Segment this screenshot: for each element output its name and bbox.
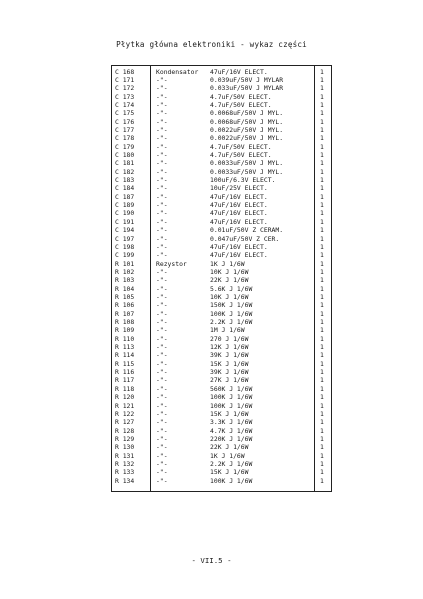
part-type: -"- — [156, 75, 168, 84]
part-qty: 1 — [320, 368, 324, 377]
table-row — [112, 209, 331, 217]
part-value: 0.0022uF/50V J MYL. — [210, 134, 284, 143]
part-qty: 1 — [320, 334, 324, 343]
table-row — [112, 460, 331, 468]
part-qty: 1 — [320, 117, 324, 126]
part-ref: C 184 — [115, 184, 135, 193]
part-type: -"- — [156, 468, 168, 477]
part-qty: 1 — [320, 109, 324, 118]
part-qty: 1 — [320, 326, 324, 335]
part-value: 10K J 1/6W — [210, 292, 249, 301]
part-type: Kondensator — [156, 67, 199, 76]
part-ref: R 109 — [115, 326, 135, 335]
part-ref: C 198 — [115, 242, 135, 251]
part-type: -"- — [156, 301, 168, 310]
table-row — [112, 251, 331, 259]
part-ref: C 182 — [115, 167, 135, 176]
parts-table — [111, 65, 332, 492]
part-value: 560K J 1/6W — [210, 384, 253, 393]
part-ref: R 132 — [115, 459, 135, 468]
table-row — [112, 276, 331, 284]
part-type: -"- — [156, 334, 168, 343]
part-qty: 1 — [320, 259, 324, 268]
part-qty: 1 — [320, 476, 324, 485]
part-value: 0.0033uF/50V J MYL. — [210, 167, 284, 176]
part-value: 100uF/6.3V ELECT. — [210, 176, 276, 185]
part-ref: C 178 — [115, 134, 135, 143]
part-ref: R 104 — [115, 284, 135, 293]
part-qty: 1 — [320, 401, 324, 410]
part-type: -"- — [156, 151, 168, 159]
part-value: 4.7uF/50V ELECT. — [210, 151, 272, 159]
part-value: 0.047uF/50V Z CER. — [210, 234, 280, 243]
part-value: 15K J 1/6W — [210, 359, 249, 368]
part-value: 270 J 1/6W — [210, 334, 249, 343]
table-row — [112, 168, 331, 176]
part-qty: 1 — [320, 92, 324, 101]
table-row — [112, 468, 331, 476]
part-qty: 1 — [320, 468, 324, 477]
table-row — [112, 76, 331, 84]
table-row — [112, 310, 331, 318]
part-value: 100K J 1/6W — [210, 476, 253, 485]
part-type: -"- — [156, 142, 168, 151]
part-value: 5.6K J 1/6W — [210, 284, 253, 293]
part-value: 22K J 1/6W — [210, 276, 249, 285]
part-ref: R 108 — [115, 318, 135, 326]
part-type: -"- — [156, 276, 168, 285]
table-row — [112, 376, 331, 384]
part-ref: C 177 — [115, 125, 135, 134]
part-value: 47uF/16V ELECT. — [210, 67, 268, 76]
part-qty: 1 — [320, 343, 324, 352]
table-row — [112, 243, 331, 251]
part-value: 4.7uF/50V ELECT. — [210, 142, 272, 151]
part-qty: 1 — [320, 292, 324, 301]
part-qty: 1 — [320, 434, 324, 443]
part-value: 10uF/25V ELECT. — [210, 184, 268, 193]
part-type: -"- — [156, 309, 168, 318]
part-ref: C 181 — [115, 159, 135, 168]
part-ref: C 187 — [115, 192, 135, 201]
table-row — [112, 326, 331, 334]
table-row — [112, 151, 331, 159]
part-type: -"- — [156, 167, 168, 176]
table-row — [112, 260, 331, 268]
part-value: 1M J 1/6W — [210, 326, 245, 335]
part-qty: 1 — [320, 167, 324, 176]
page-number: - VII.5 - — [191, 556, 232, 565]
part-qty: 1 — [320, 393, 324, 402]
part-value: 100K J 1/6W — [210, 393, 253, 402]
part-value: 47uF/16V ELECT. — [210, 209, 268, 218]
part-qty: 1 — [320, 192, 324, 201]
part-type: -"- — [156, 434, 168, 443]
part-ref: C 174 — [115, 100, 135, 109]
part-type: -"- — [156, 476, 168, 485]
part-qty: 1 — [320, 67, 324, 76]
part-qty: 1 — [320, 184, 324, 193]
part-ref: C 191 — [115, 217, 135, 226]
part-value: 0.0068uF/50V J MYL. — [210, 117, 284, 126]
table-row — [112, 268, 331, 276]
part-ref: C 168 — [115, 67, 135, 76]
part-type: -"- — [156, 292, 168, 301]
table-row — [112, 435, 331, 443]
part-value: 12K J 1/6W — [210, 343, 249, 352]
table-row — [112, 218, 331, 226]
table-row — [112, 118, 331, 126]
part-qty: 1 — [320, 209, 324, 218]
table-row — [112, 201, 331, 209]
table-row — [112, 226, 331, 234]
part-qty: 1 — [320, 100, 324, 109]
part-ref: R 113 — [115, 343, 135, 352]
table-row — [112, 418, 331, 426]
part-value: 0.01uF/50V Z CERAM. — [210, 226, 284, 235]
part-ref: R 114 — [115, 351, 135, 360]
part-value: 4.7uF/50V ELECT. — [210, 100, 272, 109]
part-qty: 1 — [320, 459, 324, 468]
part-ref: R 122 — [115, 409, 135, 418]
part-value: 220K J 1/6W — [210, 434, 253, 443]
part-type: -"- — [156, 351, 168, 360]
part-ref: R 106 — [115, 301, 135, 310]
part-type: -"- — [156, 125, 168, 134]
part-ref: R 128 — [115, 426, 135, 435]
part-qty: 1 — [320, 318, 324, 326]
part-qty: 1 — [320, 226, 324, 235]
table-row — [112, 410, 331, 418]
table-row — [112, 393, 331, 401]
part-qty: 1 — [320, 75, 324, 84]
part-qty: 1 — [320, 443, 324, 452]
table-row — [112, 402, 331, 410]
part-ref: C 199 — [115, 251, 135, 260]
part-type: -"- — [156, 176, 168, 185]
part-ref: R 115 — [115, 359, 135, 368]
part-value: 2.2K J 1/6W — [210, 318, 253, 326]
part-qty: 1 — [320, 376, 324, 385]
part-qty: 1 — [320, 142, 324, 151]
part-ref: R 134 — [115, 476, 135, 485]
table-row — [112, 318, 331, 326]
part-ref: R 103 — [115, 276, 135, 285]
part-ref: R 117 — [115, 376, 135, 385]
part-value: 1K J 1/6W — [210, 451, 245, 460]
part-value: 4.7uF/50V ELECT. — [210, 92, 272, 101]
part-qty: 1 — [320, 309, 324, 318]
part-ref: R 102 — [115, 267, 135, 276]
table-row — [112, 193, 331, 201]
part-qty: 1 — [320, 242, 324, 251]
table-row — [112, 368, 331, 376]
part-type: -"- — [156, 393, 168, 402]
part-value: 2.2K J 1/6W — [210, 459, 253, 468]
part-ref: R 101 — [115, 259, 135, 268]
part-qty: 1 — [320, 134, 324, 143]
part-value: 47uF/16V ELECT. — [210, 192, 268, 201]
part-value: 47uF/16V ELECT. — [210, 242, 268, 251]
part-value: 1K J 1/6W — [210, 259, 245, 268]
part-qty: 1 — [320, 159, 324, 168]
part-type: -"- — [156, 192, 168, 201]
part-ref: C 173 — [115, 92, 135, 101]
part-value: 3.3K J 1/6W — [210, 418, 253, 427]
part-qty: 1 — [320, 301, 324, 310]
part-type: -"- — [156, 251, 168, 260]
part-type: -"- — [156, 242, 168, 251]
part-ref: R 120 — [115, 393, 135, 402]
part-ref: C 176 — [115, 117, 135, 126]
part-type: -"- — [156, 384, 168, 393]
part-type: -"- — [156, 401, 168, 410]
part-value: 47uF/16V ELECT. — [210, 217, 268, 226]
part-type: -"- — [156, 284, 168, 293]
part-ref: R 110 — [115, 334, 135, 343]
table-row — [112, 109, 331, 117]
table-row — [112, 477, 331, 485]
table-row — [112, 443, 331, 451]
part-ref: R 133 — [115, 468, 135, 477]
part-type: -"- — [156, 201, 168, 210]
table-row — [112, 285, 331, 293]
part-value: 0.0022uF/50V J MYL. — [210, 125, 284, 134]
part-ref: R 107 — [115, 309, 135, 318]
part-type: -"- — [156, 426, 168, 435]
part-type: -"- — [156, 100, 168, 109]
part-value: 100K J 1/6W — [210, 401, 253, 410]
part-qty: 1 — [320, 384, 324, 393]
part-value: 100K J 1/6W — [210, 309, 253, 318]
part-type: -"- — [156, 159, 168, 168]
table-row — [112, 126, 331, 134]
part-ref: C 179 — [115, 142, 135, 151]
part-ref: R 121 — [115, 401, 135, 410]
part-type: -"- — [156, 459, 168, 468]
part-qty: 1 — [320, 359, 324, 368]
part-type: -"- — [156, 209, 168, 218]
part-type: Rezystor — [156, 259, 187, 268]
part-value: 10K J 1/6W — [210, 267, 249, 276]
part-qty: 1 — [320, 84, 324, 93]
part-type: -"- — [156, 409, 168, 418]
part-type: -"- — [156, 359, 168, 368]
table-row — [112, 143, 331, 151]
table-row — [112, 84, 331, 92]
table-row — [112, 235, 331, 243]
part-qty: 1 — [320, 284, 324, 293]
part-value: 39K J 1/6W — [210, 351, 249, 360]
part-type: -"- — [156, 117, 168, 126]
part-qty: 1 — [320, 251, 324, 260]
table-row — [112, 176, 331, 184]
part-type: -"- — [156, 226, 168, 235]
part-value: 47uF/16V ELECT. — [210, 201, 268, 210]
part-ref: R 129 — [115, 434, 135, 443]
part-ref: R 118 — [115, 384, 135, 393]
part-type: -"- — [156, 343, 168, 352]
part-qty: 1 — [320, 234, 324, 243]
table-row — [112, 301, 331, 309]
part-value: 4.7K J 1/6W — [210, 426, 253, 435]
part-type: -"- — [156, 109, 168, 118]
part-ref: R 127 — [115, 418, 135, 427]
part-ref: C 171 — [115, 75, 135, 84]
table-row — [112, 427, 331, 435]
part-type: -"- — [156, 92, 168, 101]
table-row — [112, 385, 331, 393]
part-qty: 1 — [320, 267, 324, 276]
part-type: -"- — [156, 376, 168, 385]
part-qty: 1 — [320, 217, 324, 226]
part-qty: 1 — [320, 418, 324, 427]
part-ref: C 197 — [115, 234, 135, 243]
table-row — [112, 360, 331, 368]
part-ref: R 105 — [115, 292, 135, 301]
part-value: 0.033uF/50V J MYLAR — [210, 84, 284, 93]
part-value: 0.0033uF/50V J MYL. — [210, 159, 284, 168]
part-type: -"- — [156, 318, 168, 326]
table-row — [112, 101, 331, 109]
part-type: -"- — [156, 267, 168, 276]
part-ref: C 180 — [115, 151, 135, 159]
table-row — [112, 452, 331, 460]
part-value: 15K J 1/6W — [210, 468, 249, 477]
part-value: 15K J 1/6W — [210, 409, 249, 418]
part-qty: 1 — [320, 201, 324, 210]
part-qty: 1 — [320, 451, 324, 460]
part-type: -"- — [156, 134, 168, 143]
part-qty: 1 — [320, 351, 324, 360]
part-value: 39K J 1/6W — [210, 368, 249, 377]
part-ref: C 183 — [115, 176, 135, 185]
page-title: Płytka główna elektroniki - wykaz części — [116, 40, 307, 49]
part-qty: 1 — [320, 276, 324, 285]
table-row — [112, 159, 331, 167]
table-row — [112, 68, 331, 76]
part-qty: 1 — [320, 176, 324, 185]
part-ref: C 175 — [115, 109, 135, 118]
part-value: 150K J 1/6W — [210, 301, 253, 310]
table-row — [112, 351, 331, 359]
table-row — [112, 93, 331, 101]
part-value: 47uF/16V ELECT. — [210, 251, 268, 260]
part-value: 27K J 1/6W — [210, 376, 249, 385]
table-row — [112, 343, 331, 351]
table-row — [112, 335, 331, 343]
part-value: 0.0068uF/50V J MYL. — [210, 109, 284, 118]
part-qty: 1 — [320, 151, 324, 159]
part-value: 0.039uF/50V J MYLAR — [210, 75, 284, 84]
part-type: -"- — [156, 418, 168, 427]
part-type: -"- — [156, 84, 168, 93]
part-type: -"- — [156, 184, 168, 193]
part-ref: R 131 — [115, 451, 135, 460]
part-ref: R 130 — [115, 443, 135, 452]
part-ref: C 190 — [115, 209, 135, 218]
part-qty: 1 — [320, 125, 324, 134]
part-type: -"- — [156, 234, 168, 243]
table-row — [112, 184, 331, 192]
part-type: -"- — [156, 368, 168, 377]
part-ref: R 116 — [115, 368, 135, 377]
part-type: -"- — [156, 451, 168, 460]
table-row — [112, 134, 331, 142]
part-qty: 1 — [320, 409, 324, 418]
part-qty: 1 — [320, 426, 324, 435]
part-ref: C 194 — [115, 226, 135, 235]
part-type: -"- — [156, 326, 168, 335]
table-row — [112, 293, 331, 301]
part-value: 22K J 1/6W — [210, 443, 249, 452]
part-ref: C 189 — [115, 201, 135, 210]
part-ref: C 172 — [115, 84, 135, 93]
part-type: -"- — [156, 443, 168, 452]
part-type: -"- — [156, 217, 168, 226]
